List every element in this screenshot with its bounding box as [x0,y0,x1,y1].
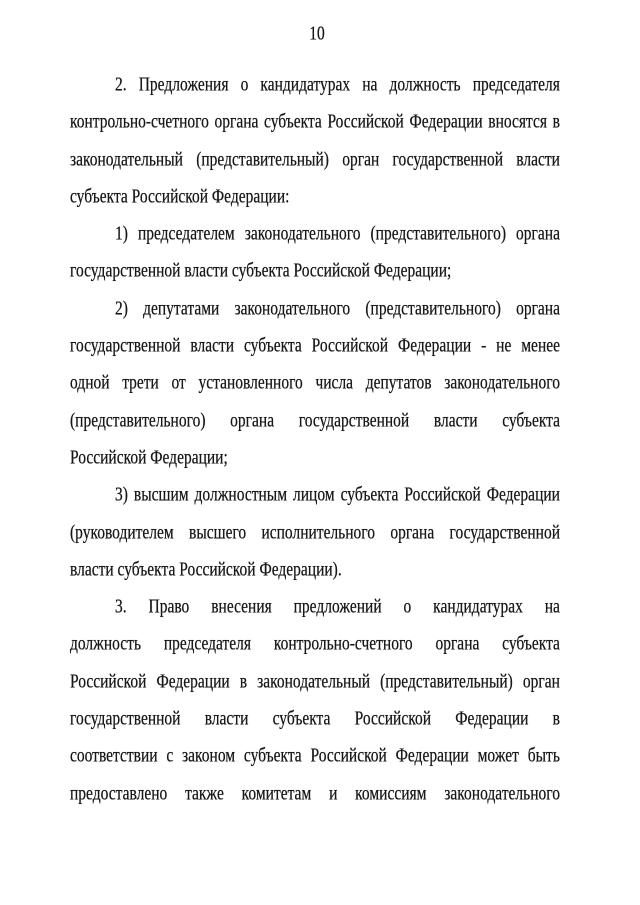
word: Федерации [395,744,469,768]
word: Российской [404,483,481,506]
word: субъекта [264,110,322,133]
word: Федерации [156,669,230,693]
word: должность [70,632,142,656]
word: в [239,669,248,693]
word: субъекта [243,744,302,768]
word: с [166,744,174,768]
word: органа [390,520,435,544]
word: в [552,110,560,133]
word: председателя [163,632,252,656]
word: законодательного [244,222,361,245]
paragraph-5 [70,588,560,812]
word: трети [122,371,159,395]
word: субъекта [340,483,399,506]
word: депутатами [143,297,220,320]
word: исполнительного [261,520,376,544]
word: внесения [211,595,272,618]
word: власти [190,334,235,357]
word: законодательного [444,371,560,395]
word: вносятся [488,110,548,133]
word: (представительного) [370,222,506,245]
word: орган [342,147,380,171]
word: Федерации [486,483,560,506]
word: Федерации [409,110,483,133]
word: органа [230,408,275,432]
word: (представительный) [380,669,513,693]
word: установленного [198,371,303,395]
word: (представительный) [196,147,329,171]
word: быть [527,744,560,768]
word: кандидатурах [260,73,351,96]
word: государственной [449,520,560,544]
word: - [481,334,487,357]
word: Российской [70,669,147,693]
word: Федерации [397,334,472,357]
word: государственной [298,408,410,432]
word: 1) [115,222,128,245]
word: органа [516,222,560,245]
text-line: государственной власти субъекта Российской Федерации; [70,259,452,283]
word: законодательный [257,669,371,693]
word: одной [70,371,110,395]
word: предоставлено [70,781,168,805]
word: кандидатурах [433,595,523,618]
word: в [552,707,560,730]
word: власти [516,147,560,171]
word: о [403,595,412,618]
word: 2. [115,73,127,96]
word: контрольно-счетного [273,632,413,656]
document-body [70,66,560,812]
word: орган [522,669,560,693]
text-line: власти субъекта Российской Федерации). [70,558,342,581]
word: высшим [133,483,189,506]
word: от [171,371,186,395]
word: власти [204,707,249,730]
word: Федерации [455,707,529,730]
word: государственной [70,334,181,357]
word: и [329,781,338,805]
word: председателем [137,222,235,245]
word: не [496,334,512,357]
word: на [362,73,378,96]
word: Предложения [138,73,229,96]
word: числа [315,371,354,395]
word: субъекта [502,408,560,432]
word: Российской [310,744,387,768]
word: субъекта [272,707,331,730]
word: контрольно-счетного [70,110,209,133]
paragraph-1 [70,66,560,215]
word: государственной [70,707,181,730]
word: субъекта [243,334,302,357]
text-line: Российской Федерации; [70,446,228,469]
word: высшего [189,520,247,544]
paragraph-4 [70,476,560,588]
word: органа [435,632,480,656]
word: соответствии [70,744,158,768]
word: может [477,744,519,768]
word: (представительного) [70,408,206,432]
word: Российской [354,707,431,730]
word: 3. [115,595,127,618]
word: должностным [194,483,288,506]
word: менее [521,334,560,357]
word: комиссиям [355,781,427,805]
word: 3) [115,483,128,506]
paragraph-2 [70,215,560,290]
word: должность [389,73,461,96]
word: государственной [392,147,504,171]
word: власти [433,408,478,432]
word: органа [214,110,259,133]
word: о [240,73,249,96]
word: председателя [472,73,560,96]
word: законодательный [70,147,183,171]
word: законодательного [234,297,351,320]
word: субъекта [502,632,560,656]
text-line: субъекта Российской Федерации: [70,185,290,208]
page-number: 10 [309,22,325,45]
word: (представительного) [365,297,501,320]
word: лицом [293,483,335,506]
word: Право [148,595,190,618]
word: также [185,781,224,805]
word: законодательного [444,781,560,805]
word: законом [182,744,236,768]
word: (руководителем [70,520,174,544]
word: Российской [311,334,389,357]
word: 2) [115,297,128,320]
word: Российской [327,110,404,133]
word: органа [516,297,560,320]
word: депутатов [365,371,432,395]
text-line [70,769,560,818]
word: на [544,595,560,618]
word: предложений [293,595,382,618]
word: комитетам [241,781,312,805]
paragraph-3 [70,290,560,476]
